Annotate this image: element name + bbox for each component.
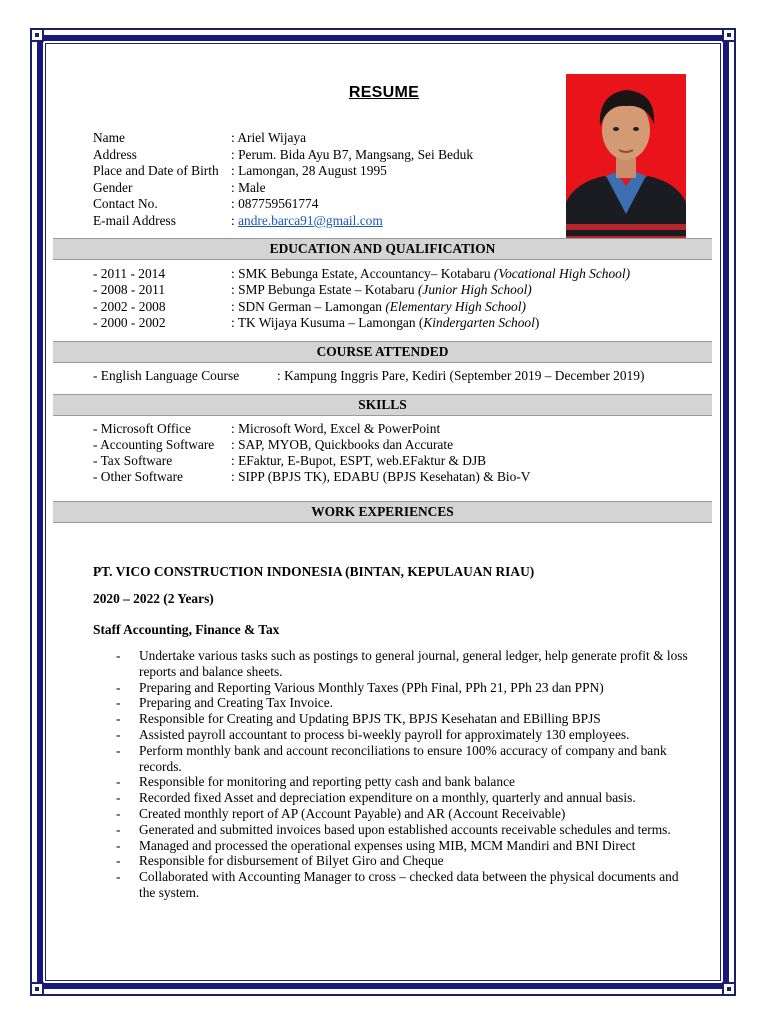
- info-value: [231, 213, 383, 229]
- info-label: Contact No.: [93, 196, 158, 211]
- list-item: - Generated and submitted invoices based upon established accounts receivable schedules and terms.: [116, 822, 696, 838]
- list-item: - Perform monthly bank and account reconciliations to ensure 100% accuracy of company and bank records.: [116, 743, 696, 775]
- skill-label: - Other Software: [93, 469, 183, 484]
- list-item: - Undertake various tasks such as postings to general journal, general ledger, help generate profit & loss reports and balance sheets.: [116, 648, 696, 680]
- info-label: Gender: [93, 180, 133, 195]
- list-item: - Collaborated with Accounting Manager to cross – checked data between the physical documents and the system.: [116, 869, 696, 901]
- corner-ornament-top-left: [30, 28, 44, 42]
- education-school: [231, 315, 539, 331]
- course-name: - English Language Course: [93, 368, 240, 383]
- education-school: [231, 282, 532, 298]
- school-name: : SDN German – Lamongan: [231, 299, 386, 314]
- skill-label: - Tax Software: [93, 453, 173, 468]
- section-header-education: EDUCATION AND QUALIFICATION: [53, 238, 712, 260]
- corner-ornament-top-right: [722, 28, 736, 42]
- info-label: Address: [93, 147, 137, 162]
- school-level: Kindergarten School: [423, 315, 535, 330]
- work-company: PT. VICO CONSTRUCTION INDONESIA (BINTAN, KEPULAUAN RIAU): [93, 564, 535, 579]
- education-years: - 2002 - 2008: [93, 299, 166, 314]
- work-position: Staff Accounting, Finance & Tax: [93, 622, 280, 637]
- education-school: [231, 266, 630, 282]
- info-label: Place and Date of Birth: [93, 163, 219, 178]
- skill-value: : SIPP (BPJS TK), EDABU (BPJS Kesehatan) & Bio-V: [231, 469, 531, 484]
- info-value: : Lamongan, 28 August 1995: [231, 163, 387, 178]
- corner-ornament-bottom-right: [722, 982, 736, 996]
- corner-ornament-bottom-left: [30, 982, 44, 996]
- email-link[interactable]: andre.barca91@gmail.com: [238, 213, 383, 228]
- school-level: (Elementary High School): [385, 299, 526, 314]
- info-label: E-mail Address: [93, 213, 176, 228]
- list-item: - Preparing and Creating Tax Invoice.: [116, 695, 696, 711]
- school-name: : SMK Bebunga Estate, Accountancy– Kotabaru: [231, 266, 494, 281]
- school-level: (Vocational High School): [493, 266, 631, 281]
- work-period: 2020 – 2022 (2 Years): [93, 591, 214, 606]
- list-item: - Responsible for Creating and Updating BPJS TK, BPJS Kesehatan and EBilling BPJS: [116, 711, 696, 727]
- skill-value: : EFaktur, E-Bupot, ESPT, web.EFaktur & DJB: [231, 453, 487, 468]
- course-detail: : Kampung Inggris Pare, Kediri (September 2019 – December 2019): [277, 368, 645, 383]
- school-name: : TK Wijaya Kusuma – Lamongan (: [231, 315, 424, 330]
- section-header-course: COURSE ATTENDED: [53, 341, 712, 363]
- skill-label: - Microsoft Office: [93, 421, 191, 436]
- section-header-skills: SKILLS: [53, 394, 712, 416]
- info-value: : Ariel Wijaya: [231, 130, 307, 145]
- school-level: (Junior High School): [417, 282, 532, 297]
- skill-value: : Microsoft Word, Excel & PowerPoint: [231, 421, 441, 436]
- info-value: : Male: [231, 180, 266, 195]
- info-value: : 087759561774: [231, 196, 319, 211]
- school-name: : SMP Bebunga Estate – Kotabaru: [231, 282, 418, 297]
- list-item: - Responsible for disbursement of Bilyet Giro and Cheque: [116, 853, 696, 869]
- education-years: - 2008 - 2011: [93, 282, 166, 297]
- education-years: - 2011 - 2014: [93, 266, 166, 281]
- section-header-work: WORK EXPERIENCES: [53, 501, 712, 523]
- skill-value: : SAP, MYOB, Quickbooks dan Accurate: [231, 437, 454, 452]
- school-suffix: ): [534, 315, 540, 330]
- info-value: : Perum. Bida Ayu B7, Mangsang, Sei Beduk: [231, 147, 474, 162]
- skill-label: - Accounting Software: [93, 437, 215, 452]
- email-prefix: :: [231, 213, 239, 228]
- list-item: - Responsible for monitoring and reporting petty cash and bank balance: [116, 774, 696, 790]
- info-label: Name: [93, 130, 125, 145]
- work-duties-list: [116, 648, 696, 901]
- education-years: - 2000 - 2002: [93, 315, 166, 330]
- resume-title: RESUME: [348, 84, 420, 101]
- list-item: - Created monthly report of AP (Account Payable) and AR (Account Receivable): [116, 806, 696, 822]
- list-item: - Preparing and Reporting Various Monthly Taxes (PPh Final, PPh 21, PPh 23 dan PPN): [116, 680, 696, 696]
- list-item: - Assisted payroll accountant to process bi-weekly payroll for approximately 130 employees.: [116, 727, 696, 743]
- profile-photo: [566, 74, 686, 244]
- list-item: - Recorded fixed Asset and depreciation expenditure on a monthly, quarterly and annual basis.: [116, 790, 696, 806]
- list-item: - Managed and processed the operational expenses using MIB, MCM Mandiri and BNI Direct: [116, 838, 696, 854]
- education-school: [231, 299, 526, 315]
